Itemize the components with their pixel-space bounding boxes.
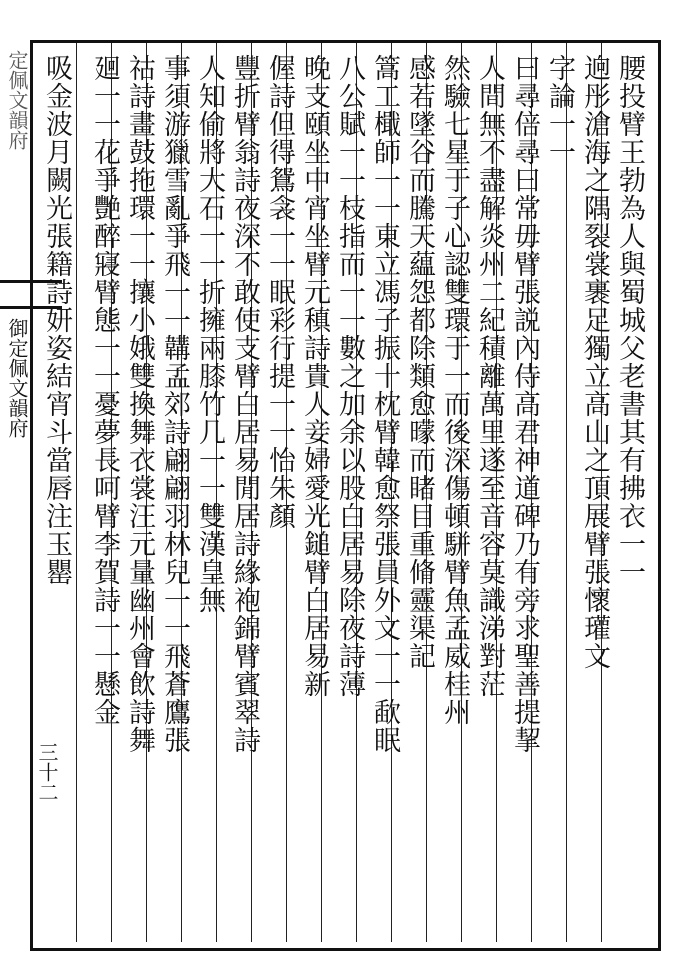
text-column: 人間無不盡解炎州二紀積離萬里遂至音容莫識涕對茫: [474, 54, 505, 698]
text-column: 逈彤滄海之隅裂裳裹足獨立高山之頂展臂張懷瓘文: [579, 54, 610, 670]
text-column: 偓詩但得鴛衾一一眠彩行提一一怡朱顏: [264, 54, 295, 530]
text-column: 字論一一: [544, 54, 575, 166]
text-column: 曰尋倍尋曰常毋臂張説內侍高君神道碑乃有旁求聖善提挈: [509, 54, 540, 754]
text-column: 豐折臂翁詩夜深不敢使支臂白居易閒居詩緣袍錦臂賓翠詩: [229, 54, 260, 754]
text-column: 感若墜谷而騰天藴怨都除類愈曚而睹目重脩靈渠記: [404, 54, 435, 670]
text-column: 篙工檝師一一東立馮子振十枕臂韓愈祭張員外文一一歃眠: [369, 54, 400, 754]
text-column: 事須游獵雪亂爭飛一一韝孟郊詩翩翩羽林兒一一飛蒼鷹張: [159, 54, 190, 754]
text-column: 然驗七星于子心認雙環于一而後深傷頓駢臂魚孟威桂州: [439, 54, 470, 726]
text-column: 吸金波月闕光張籍詩妍姿結宵斗當唇注玉罌: [41, 54, 72, 586]
text-column: 祜詩畫鼓拖環一一攘小娥雙換舞衣裳汪元量幽州會飲詩舞: [124, 54, 155, 754]
text-column: 八公賦一一枝指而一一數之加余以股白居易除夜詩薄: [334, 54, 365, 698]
text-column: 晚支頤坐中宵坐臂元稹詩貴人妾婦愛光鎚臂白居易新: [299, 54, 330, 698]
text-column: 人知偷將大石一一折擁兩膝竹几一一雙漢皇無: [194, 54, 225, 614]
margin-fragment: 定佩文韻府: [5, 50, 29, 150]
text-column: 廻一一花爭艷醉寢臂態一一憂夢長呵臂李賀詩一一懸金: [89, 54, 120, 726]
spine-title: 御定佩文韻府: [5, 318, 29, 438]
text-column: 腰投臂王勃為人與蜀城父老書其有拂衣一一: [614, 54, 645, 586]
column-rule: [76, 43, 77, 942]
page-number: 三十二: [35, 742, 59, 802]
